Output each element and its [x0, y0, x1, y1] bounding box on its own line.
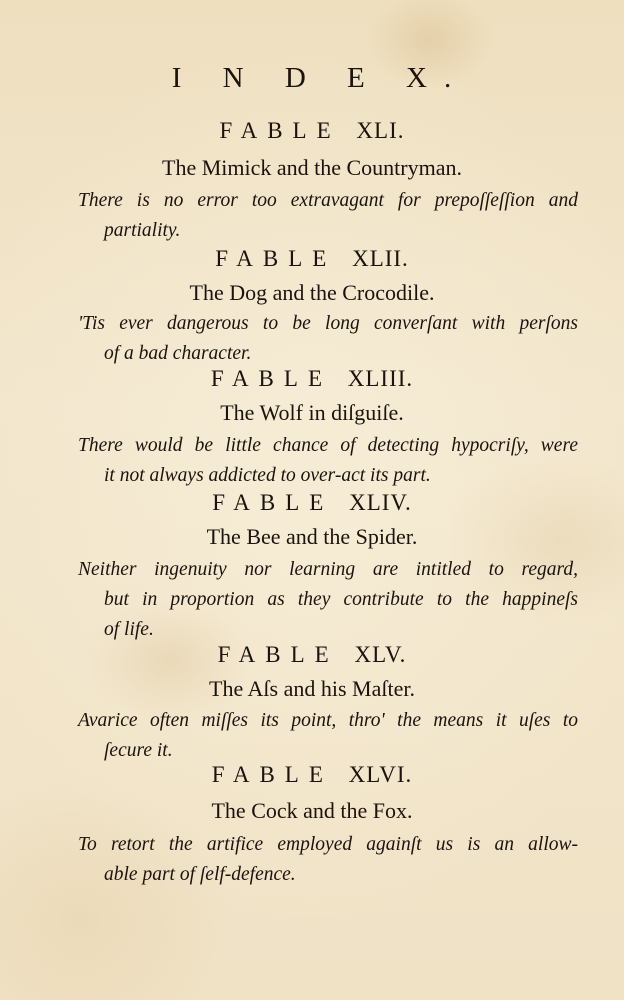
moral-line: of life.: [104, 619, 154, 640]
moral-line: Avarice often miſſes its point, thro' the means it uſes to: [78, 710, 578, 731]
fable-title: The Dog and the Crocodile.: [189, 280, 435, 305]
fable-heading: [0, 118, 624, 144]
fable-heading: [0, 490, 624, 516]
moral-line: 'Tis ever dangerous to be long converſant with perſons: [78, 313, 578, 334]
fable-heading: [0, 762, 624, 788]
fable-moral: [78, 309, 578, 369]
moral-line: ſecure it.: [104, 740, 173, 761]
fable-heading: [0, 642, 624, 668]
moral-line: of a bad character.: [104, 343, 252, 364]
fable-moral: [78, 830, 578, 890]
fable-number: XLI.: [356, 118, 405, 143]
fable-label: FABLE: [215, 246, 337, 271]
fable-heading: [0, 366, 624, 392]
moral-line: There is no error too extravagant for prepoſſeſſion and: [78, 190, 578, 211]
fable-label: FABLE: [210, 366, 332, 391]
fable-moral: [78, 555, 578, 645]
fable-number: XLII.: [352, 246, 409, 271]
moral-line: There would be little chance of detecting hypocriſy, were: [78, 435, 578, 456]
fable-moral: [78, 186, 578, 246]
fable-label: FABLE: [219, 118, 341, 143]
fable-title: The Wolf in diſguiſe.: [220, 400, 404, 425]
fable-number: XLIV.: [349, 490, 412, 515]
fable-label: FABLE: [212, 490, 334, 515]
index-title: I N D E X.: [171, 62, 469, 94]
fable-title: The Bee and the Spider.: [206, 524, 418, 549]
fable-number: XLIII.: [347, 366, 414, 391]
fable-moral: [78, 431, 578, 491]
moral-line: To retort the artifice employed againſt us is an allow-: [78, 834, 578, 855]
moral-line: Neither ingenuity nor learning are intitled to regard,: [78, 559, 578, 580]
fable-label: FABLE: [217, 642, 339, 667]
fable-title: The Cock and the Fox.: [211, 798, 413, 823]
fable-label: FABLE: [211, 762, 333, 787]
moral-line: but in proportion as they contribute to the happineſs: [104, 589, 578, 610]
fable-heading: [0, 246, 624, 272]
fable-moral: [78, 706, 578, 766]
moral-line: able part of ſelf-defence.: [104, 864, 296, 885]
fable-number: XLV.: [354, 642, 407, 667]
fable-title: The Mimick and the Countryman.: [162, 155, 462, 180]
moral-line: it not always addicted to over-act its part.: [104, 465, 431, 486]
moral-line: partiality.: [104, 220, 181, 241]
fable-title: The Aſs and his Maſter.: [209, 676, 415, 701]
fable-number: XLVI.: [348, 762, 413, 787]
